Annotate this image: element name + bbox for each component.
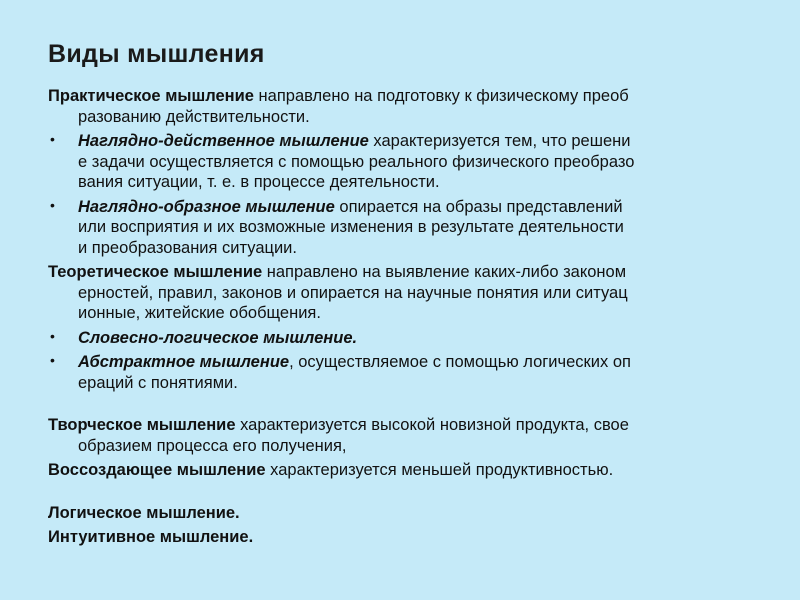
slide-content bbox=[48, 86, 793, 552]
abstract-term: Абстрактное мышление bbox=[78, 353, 290, 371]
theoretical-thinking bbox=[48, 262, 793, 324]
creative-text-1: характеризуется высокой новизной продукта, свое bbox=[235, 416, 629, 434]
spacer bbox=[48, 485, 793, 503]
logical-term: Логическое мышление. bbox=[48, 503, 240, 522]
practical-text-2: разованию действительности. bbox=[78, 107, 310, 126]
bullet-icon: • bbox=[50, 327, 55, 344]
abstract-text-1: , осуществляемое с помощью логических оп bbox=[289, 353, 631, 371]
intuitive-thinking bbox=[48, 527, 793, 548]
visual-action-term: Наглядно-действенное мышление bbox=[78, 132, 369, 150]
practical-text-1: направлено на подготовку к физическому преоб bbox=[253, 87, 629, 105]
theoretical-text-3: ионные, житейские обобщения. bbox=[78, 304, 321, 322]
creative-text-2: образием процесса его получения, bbox=[78, 436, 347, 455]
visual-figurative-term: Наглядно-образное мышление bbox=[78, 197, 335, 216]
reproductive-term: Воссоздающее мышление bbox=[48, 461, 266, 479]
visual-action-text-3: вания ситуации, т. е. в процессе деятельности. bbox=[78, 173, 440, 191]
reproductive-thinking bbox=[48, 460, 793, 481]
practical-thinking bbox=[48, 86, 793, 127]
creative-term: Творческое мышление bbox=[48, 416, 236, 434]
theoretical-text-1: направлено на выявление каких-либо законом bbox=[262, 263, 627, 281]
creative-thinking bbox=[48, 415, 793, 456]
visual-figurative-text-2: или восприятия и их возможные изменения в результате деятельности bbox=[78, 218, 624, 236]
practical-term: Практическое мышление bbox=[48, 87, 254, 105]
abstract-item bbox=[48, 352, 793, 393]
visual-figurative-text-3: и преобразования ситуации. bbox=[78, 238, 297, 257]
theoretical-text-2: ерностей, правил, законов и опирается на научные понятия или ситуац bbox=[78, 283, 628, 302]
visual-action-text-2: е задачи осуществляется с помощью реального физического преобразо bbox=[78, 152, 635, 171]
visual-action-text-1: характеризуется тем, что решени bbox=[368, 132, 631, 150]
bullet-icon: • bbox=[50, 352, 55, 368]
spacer bbox=[48, 397, 793, 415]
verbal-logical-term: Словесно-логическое мышление. bbox=[78, 328, 358, 347]
visual-action-item bbox=[48, 131, 793, 193]
theoretical-term: Теоретическое мышление bbox=[48, 263, 263, 281]
logical-thinking bbox=[48, 503, 793, 524]
bullet-icon: • bbox=[50, 196, 55, 213]
verbal-logical-item bbox=[48, 328, 793, 349]
reproductive-text-1: характеризуется меньшей продуктивностью. bbox=[265, 461, 614, 479]
visual-figurative-text-1: опирается на образы представлений bbox=[334, 197, 623, 216]
slide-title: Виды мышления bbox=[48, 40, 265, 68]
visual-figurative-item bbox=[48, 197, 793, 259]
abstract-text-2: ераций с понятиями. bbox=[78, 373, 238, 392]
bullet-icon: • bbox=[50, 131, 55, 147]
intuitive-term: Интуитивное мышление. bbox=[48, 528, 254, 546]
